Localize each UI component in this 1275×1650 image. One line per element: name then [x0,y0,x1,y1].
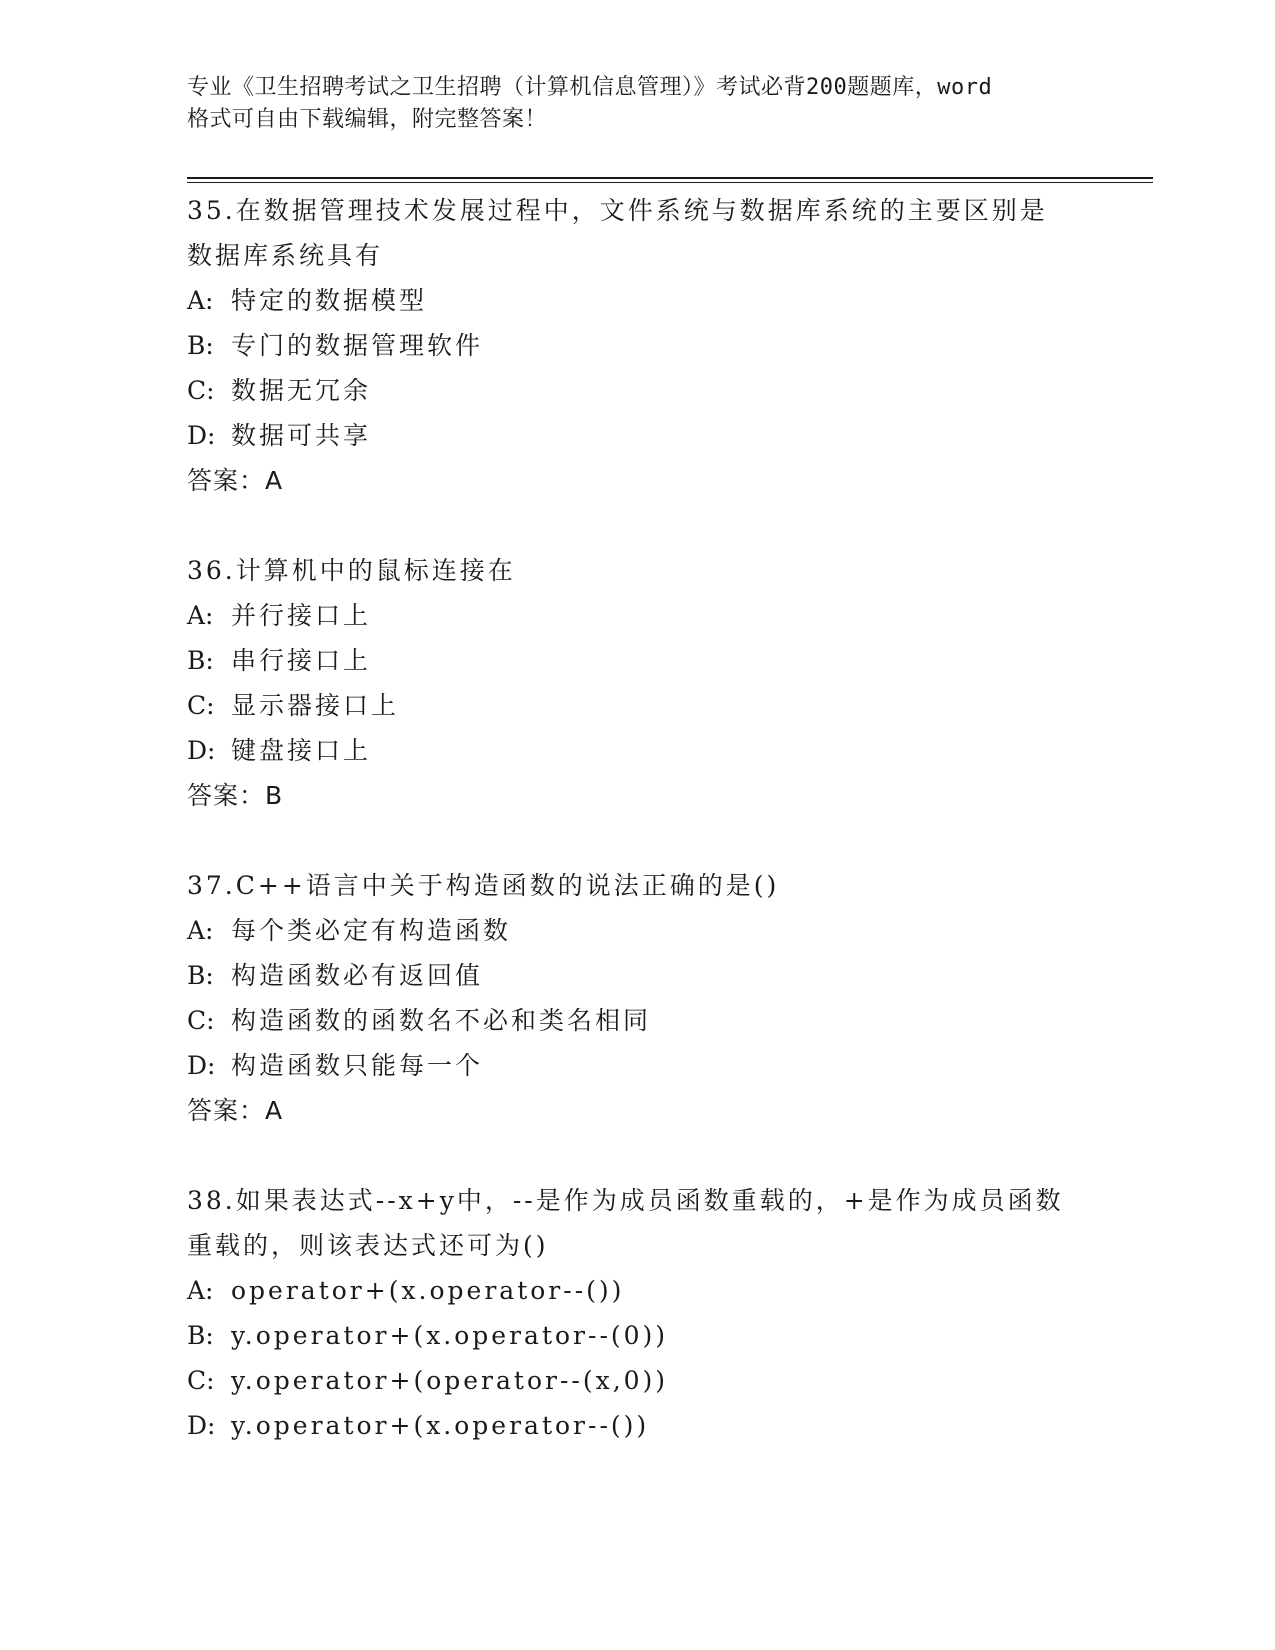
option-text: 每个类必定有构造函数 [231,916,512,945]
header-divider-thin [187,182,1153,183]
option-key: B: [187,961,214,990]
answer-label: 答案：A [187,466,284,495]
question-stem-line: 38.如果表达式--x+y中，--是作为成员函数重载的，+是作为成员函数 [187,1186,1064,1215]
question-stem-line: 重载的，则该表达式还可为() [187,1231,549,1260]
document-header [187,72,1087,136]
question-stem [187,863,1087,908]
option-text: y.operator+(x.operator--()) [231,1411,650,1440]
question-stem [187,1178,1087,1268]
option-d [187,1043,1087,1088]
question-stem [187,548,1087,593]
header-line-2: 格式可自由下载编辑，附完整答案！ [187,107,548,132]
option-key: C: [187,1366,215,1395]
question-stem [187,188,1087,278]
header-line-1: 专业《卫生招聘考试之卫生招聘（计算机信息管理）》考试必背200题题库，word [187,75,993,100]
option-text: 并行接口上 [231,601,372,630]
question-stem-line: 数据库系统具有 [187,241,384,270]
option-text: 特定的数据模型 [231,286,428,315]
option-c [187,683,1087,728]
option-text: 数据无冗余 [231,376,372,405]
answer-label: 答案：B [187,781,284,810]
option-text: 构造函数的函数名不必和类名相同 [231,1006,652,1035]
option-text: operator+(x.operator--()) [231,1276,625,1305]
option-b [187,953,1087,998]
option-key: B: [187,646,214,675]
question-list [187,188,1087,1448]
option-text: 数据可共享 [231,421,372,450]
option-text: y.operator+(operator--(x,0)) [231,1366,669,1395]
option-key: C: [187,1006,215,1035]
option-d [187,413,1087,458]
option-text: 串行接口上 [231,646,372,675]
option-b [187,638,1087,683]
option-key: C: [187,376,215,405]
option-c [187,368,1087,413]
option-key: A: [187,601,214,630]
question-38 [187,1178,1087,1448]
option-c [187,1358,1087,1403]
option-c [187,998,1087,1043]
option-a [187,278,1087,323]
answer-label: 答案：A [187,1096,284,1125]
question-35 [187,188,1087,503]
option-key: B: [187,331,214,360]
option-b [187,323,1087,368]
option-text: 键盘接口上 [231,736,372,765]
option-d [187,728,1087,773]
question-37 [187,863,1087,1133]
question-stem-line: 37.C++语言中关于构造函数的说法正确的是() [187,871,780,900]
option-key: D: [187,1411,216,1440]
option-key: A: [187,286,214,315]
option-key: B: [187,1321,214,1350]
question-stem-line: 36.计算机中的鼠标连接在 [187,556,516,585]
option-a [187,593,1087,638]
question-36 [187,548,1087,818]
option-text: 显示器接口上 [231,691,400,720]
option-text: 专门的数据管理软件 [231,331,484,360]
option-key: A: [187,1276,214,1305]
option-a [187,1268,1087,1313]
question-stem-line: 35.在数据管理技术发展过程中，文件系统与数据库系统的主要区别是 [187,196,1048,225]
option-key: D: [187,421,216,450]
option-key: A: [187,916,214,945]
option-a [187,908,1087,953]
option-key: D: [187,736,216,765]
option-b [187,1313,1087,1358]
option-key: D: [187,1051,216,1080]
option-text: 构造函数只能每一个 [231,1051,484,1080]
option-text: 构造函数必有返回值 [231,961,484,990]
header-divider-thick [187,177,1153,179]
option-text: y.operator+(x.operator--(0)) [231,1321,669,1350]
option-key: C: [187,691,215,720]
option-d [187,1403,1087,1448]
